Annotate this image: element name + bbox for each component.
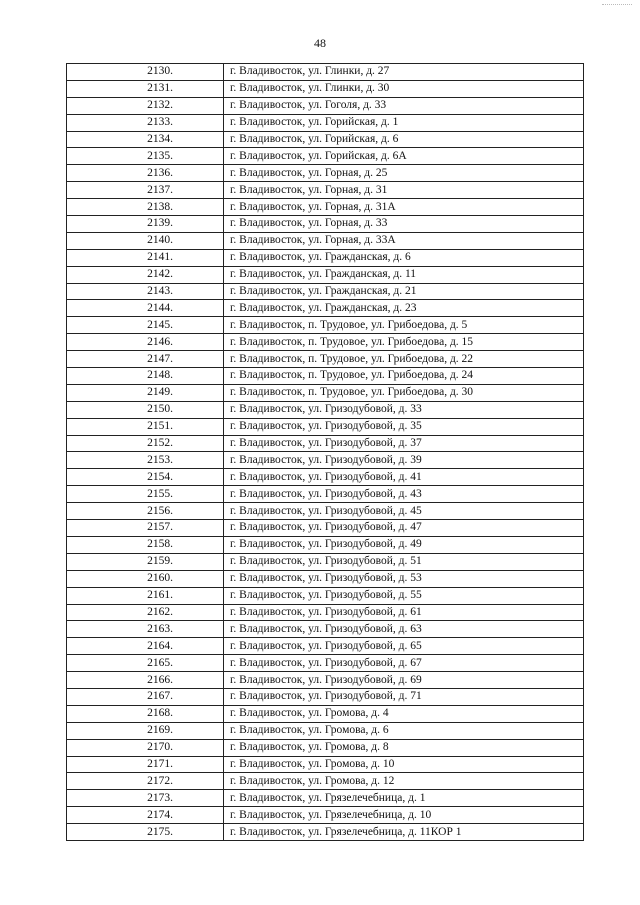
row-number: 2138. bbox=[67, 199, 224, 216]
row-address: г. Владивосток, ул. Горийская, д. 1 bbox=[224, 114, 584, 131]
row-address: г. Владивосток, ул. Гризодубовой, д. 61 bbox=[224, 604, 584, 621]
row-number: 2139. bbox=[67, 216, 224, 233]
table-row bbox=[67, 520, 584, 537]
table-row bbox=[67, 756, 584, 773]
row-address: г. Владивосток, ул. Гризодубовой, д. 35 bbox=[224, 418, 584, 435]
row-number: 2146. bbox=[67, 334, 224, 351]
table-row bbox=[67, 824, 584, 841]
row-address: г. Владивосток, ул. Грязелечебница, д. 1 bbox=[224, 790, 584, 807]
address-table bbox=[66, 63, 584, 841]
row-number: 2156. bbox=[67, 503, 224, 520]
row-number: 2150. bbox=[67, 401, 224, 418]
row-number: 2152. bbox=[67, 435, 224, 452]
table-row bbox=[67, 739, 584, 756]
table-row bbox=[67, 64, 584, 81]
table-row bbox=[67, 300, 584, 317]
table-row bbox=[67, 216, 584, 233]
row-address: г. Владивосток, ул. Горийская, д. 6А bbox=[224, 148, 584, 165]
row-address: г. Владивосток, ул. Гризодубовой, д. 37 bbox=[224, 435, 584, 452]
row-number: 2147. bbox=[67, 351, 224, 368]
row-number: 2159. bbox=[67, 553, 224, 570]
table-row bbox=[67, 790, 584, 807]
table-row bbox=[67, 621, 584, 638]
row-number: 2169. bbox=[67, 722, 224, 739]
scan-corner-mark bbox=[602, 4, 632, 8]
row-number: 2166. bbox=[67, 672, 224, 689]
row-number: 2145. bbox=[67, 317, 224, 334]
table-row bbox=[67, 722, 584, 739]
table-row bbox=[67, 114, 584, 131]
table-row bbox=[67, 587, 584, 604]
row-address: г. Владивосток, ул. Грязелечебница, д. 11КОР 1 bbox=[224, 824, 584, 841]
table-row bbox=[67, 148, 584, 165]
row-number: 2158. bbox=[67, 536, 224, 553]
row-address: г. Владивосток, ул. Гризодубовой, д. 39 bbox=[224, 452, 584, 469]
table-row bbox=[67, 807, 584, 824]
row-address: г. Владивосток, ул. Грязелечебница, д. 10 bbox=[224, 807, 584, 824]
table-row bbox=[67, 199, 584, 216]
address-table-body bbox=[67, 64, 584, 841]
table-row bbox=[67, 655, 584, 672]
row-address: г. Владивосток, п. Трудовое, ул. Грибоедова, д. 22 bbox=[224, 351, 584, 368]
table-row bbox=[67, 705, 584, 722]
row-address: г. Владивосток, ул. Громова, д. 4 bbox=[224, 705, 584, 722]
row-address: г. Владивосток, ул. Гризодубовой, д. 47 bbox=[224, 520, 584, 537]
row-number: 2168. bbox=[67, 705, 224, 722]
table-row bbox=[67, 182, 584, 199]
row-address: г. Владивосток, ул. Глинки, д. 27 bbox=[224, 64, 584, 81]
row-number: 2174. bbox=[67, 807, 224, 824]
row-number: 2135. bbox=[67, 148, 224, 165]
table-row bbox=[67, 688, 584, 705]
table-row bbox=[67, 97, 584, 114]
table-row bbox=[67, 334, 584, 351]
table-row bbox=[67, 553, 584, 570]
row-address: г. Владивосток, ул. Гризодубовой, д. 43 bbox=[224, 486, 584, 503]
row-address: г. Владивосток, ул. Горная, д. 25 bbox=[224, 165, 584, 182]
table-row bbox=[67, 266, 584, 283]
table-row bbox=[67, 452, 584, 469]
table-row bbox=[67, 418, 584, 435]
row-address: г. Владивосток, ул. Гризодубовой, д. 49 bbox=[224, 536, 584, 553]
row-number: 2153. bbox=[67, 452, 224, 469]
table-row bbox=[67, 131, 584, 148]
row-address: г. Владивосток, ул. Гризодубовой, д. 33 bbox=[224, 401, 584, 418]
row-number: 2143. bbox=[67, 283, 224, 300]
row-address: г. Владивосток, ул. Гоголя, д. 33 bbox=[224, 97, 584, 114]
row-address: г. Владивосток, ул. Гризодубовой, д. 55 bbox=[224, 587, 584, 604]
row-address: г. Владивосток, ул. Гризодубовой, д. 71 bbox=[224, 688, 584, 705]
table-row bbox=[67, 317, 584, 334]
row-number: 2167. bbox=[67, 688, 224, 705]
row-address: г. Владивосток, ул. Глинки, д. 30 bbox=[224, 80, 584, 97]
row-number: 2163. bbox=[67, 621, 224, 638]
row-address: г. Владивосток, ул. Гризодубовой, д. 67 bbox=[224, 655, 584, 672]
row-number: 2140. bbox=[67, 232, 224, 249]
row-address: г. Владивосток, ул. Горная, д. 31 bbox=[224, 182, 584, 199]
row-number: 2155. bbox=[67, 486, 224, 503]
row-address: г. Владивосток, п. Трудовое, ул. Грибоедова, д. 15 bbox=[224, 334, 584, 351]
table-row bbox=[67, 604, 584, 621]
row-number: 2130. bbox=[67, 64, 224, 81]
table-row bbox=[67, 249, 584, 266]
row-address: г. Владивосток, ул. Гражданская, д. 11 bbox=[224, 266, 584, 283]
table-row bbox=[67, 283, 584, 300]
row-address: г. Владивосток, ул. Гризодубовой, д. 45 bbox=[224, 503, 584, 520]
row-address: г. Владивосток, п. Трудовое, ул. Грибоедова, д. 24 bbox=[224, 368, 584, 385]
table-row bbox=[67, 384, 584, 401]
table-row bbox=[67, 570, 584, 587]
row-number: 2132. bbox=[67, 97, 224, 114]
row-address: г. Владивосток, ул. Гражданская, д. 23 bbox=[224, 300, 584, 317]
row-number: 2165. bbox=[67, 655, 224, 672]
row-number: 2175. bbox=[67, 824, 224, 841]
table-row bbox=[67, 469, 584, 486]
table-row bbox=[67, 232, 584, 249]
row-address: г. Владивосток, ул. Громова, д. 6 bbox=[224, 722, 584, 739]
row-number: 2161. bbox=[67, 587, 224, 604]
row-number: 2149. bbox=[67, 384, 224, 401]
row-number: 2134. bbox=[67, 131, 224, 148]
row-address: г. Владивосток, ул. Горийская, д. 6 bbox=[224, 131, 584, 148]
table-row bbox=[67, 486, 584, 503]
table-row bbox=[67, 773, 584, 790]
row-address: г. Владивосток, п. Трудовое, ул. Грибоедова, д. 30 bbox=[224, 384, 584, 401]
row-number: 2162. bbox=[67, 604, 224, 621]
row-number: 2133. bbox=[67, 114, 224, 131]
row-number: 2157. bbox=[67, 520, 224, 537]
table-row bbox=[67, 368, 584, 385]
row-number: 2164. bbox=[67, 638, 224, 655]
row-number: 2141. bbox=[67, 249, 224, 266]
row-address: г. Владивосток, ул. Гризодубовой, д. 41 bbox=[224, 469, 584, 486]
row-address: г. Владивосток, ул. Громова, д. 8 bbox=[224, 739, 584, 756]
table-row bbox=[67, 435, 584, 452]
table-row bbox=[67, 536, 584, 553]
row-address: г. Владивосток, ул. Гражданская, д. 6 bbox=[224, 249, 584, 266]
row-number: 2136. bbox=[67, 165, 224, 182]
row-address: г. Владивосток, ул. Гризодубовой, д. 53 bbox=[224, 570, 584, 587]
row-number: 2131. bbox=[67, 80, 224, 97]
row-number: 2151. bbox=[67, 418, 224, 435]
table-row bbox=[67, 503, 584, 520]
row-address: г. Владивосток, ул. Громова, д. 10 bbox=[224, 756, 584, 773]
row-number: 2144. bbox=[67, 300, 224, 317]
row-number: 2137. bbox=[67, 182, 224, 199]
row-address: г. Владивосток, ул. Горная, д. 33А bbox=[224, 232, 584, 249]
table-row bbox=[67, 351, 584, 368]
row-address: г. Владивосток, ул. Горная, д. 31А bbox=[224, 199, 584, 216]
table-row bbox=[67, 401, 584, 418]
row-number: 2142. bbox=[67, 266, 224, 283]
row-number: 2172. bbox=[67, 773, 224, 790]
row-address: г. Владивосток, ул. Гризодубовой, д. 51 bbox=[224, 553, 584, 570]
row-number: 2170. bbox=[67, 739, 224, 756]
table-row bbox=[67, 638, 584, 655]
row-address: г. Владивосток, ул. Гризодубовой, д. 65 bbox=[224, 638, 584, 655]
row-number: 2154. bbox=[67, 469, 224, 486]
page-number: 48 bbox=[314, 36, 326, 50]
table-row bbox=[67, 672, 584, 689]
row-number: 2160. bbox=[67, 570, 224, 587]
row-address: г. Владивосток, п. Трудовое, ул. Грибоедова, д. 5 bbox=[224, 317, 584, 334]
row-address: г. Владивосток, ул. Гризодубовой, д. 63 bbox=[224, 621, 584, 638]
table-row bbox=[67, 165, 584, 182]
table-row bbox=[67, 80, 584, 97]
row-number: 2171. bbox=[67, 756, 224, 773]
row-address: г. Владивосток, ул. Гризодубовой, д. 69 bbox=[224, 672, 584, 689]
row-address: г. Владивосток, ул. Гражданская, д. 21 bbox=[224, 283, 584, 300]
row-number: 2173. bbox=[67, 790, 224, 807]
row-address: г. Владивосток, ул. Горная, д. 33 bbox=[224, 216, 584, 233]
row-number: 2148. bbox=[67, 368, 224, 385]
row-address: г. Владивосток, ул. Громова, д. 12 bbox=[224, 773, 584, 790]
